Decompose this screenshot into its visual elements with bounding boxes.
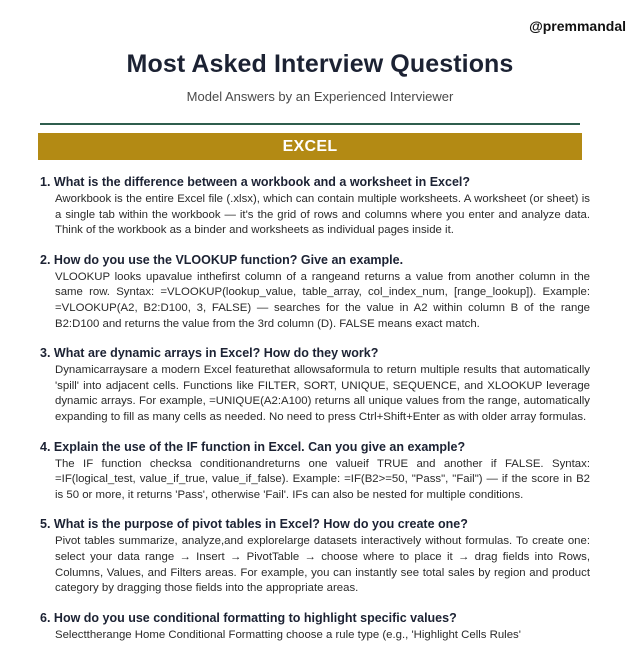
question-heading xyxy=(40,516,590,532)
question-text: What is the purpose of pivot tables in Excel? How do you create one? xyxy=(53,517,468,532)
answer-text: The IF function checksa conditionandreturns one valueif TRUE and another if FALSE. Syntax: =IF(logical_test, value_if_true, value_if_false). Example: =IF(B2>=50, "Pass", "Fail") — if the score in B2 is 50 or more, it returns 'Pass', otherwise 'Fail'. IFs can also be nested for multiple conditions. xyxy=(55,457,590,501)
question-number: 3. xyxy=(40,346,51,361)
question-heading xyxy=(40,610,590,626)
question-number: 1. xyxy=(40,175,51,189)
question-heading xyxy=(40,439,590,455)
question-item xyxy=(40,516,590,596)
question-text: How do you use conditional formatting to highlight specific values? xyxy=(53,610,457,625)
question-number: 6. xyxy=(40,610,51,625)
question-item xyxy=(40,610,590,644)
answer-text: VLOOKUP looks upavalue inthefirst column of a rangeand returns a value from another column in the same row. Syntax: =VLOOKUP(lookup_value, table_array, col_index_num, [range_lookup]). Example: =VLOOKUP(A2, B2:D100, 3, FALSE) — searches for the value in A2 within column B of the range B2:D100 and returns the value from the 3rd column (D). FALSE means exact match. xyxy=(55,270,590,330)
question-text: What are dynamic arrays in Excel? How do they work? xyxy=(53,346,379,361)
answer-text: Selecttherange Home Conditional Formatting choose a rule type (e.g., 'Highlight Cells Rules' xyxy=(55,628,521,641)
answer-text: Dynamicarraysare a modern Excel featurethat allowsaformula to return multiple results that automatically 'spill' into adjacent cells. Functions like FILTER, SORT, UNIQUE, SEQUENCE, and XLOOKUP leverage dynamic arrays. For example, =UNIQUE(A2:A100) returns all unique values from the range, automatically expanding to fill as many cells as needed. No need to press Ctrl+Shift+Enter as with older array formulas. xyxy=(55,364,590,423)
title-divider xyxy=(40,123,580,125)
question-number: 5. xyxy=(40,517,51,532)
question-text: Explain the use of the IF function in Excel. Can you give an example? xyxy=(53,439,466,454)
answer-text: Pivot tables summarize, analyze,and explorelarge datasets interactively without formulas. To create one: select your data range → Insert → PivotTable → choose where to place it → drag fields into Rows, Columns, Values, and Filters areas. For example, you can instantly see total sales by region and product category by dragging those fields into the appropriate areas. xyxy=(55,535,590,595)
section-banner xyxy=(38,133,582,160)
answer-text: Aworkbook is the entire Excel file (.xlsx), which can contain multiple worksheets. A worksheet (or sheet) is a single tab within the workbook — it's the grid of rows and columns where you enter and analyze data. Think of the workbook as a binder and worksheets as individual pages inside it. xyxy=(55,193,590,237)
question-heading xyxy=(40,252,590,268)
section-title: EXCEL xyxy=(282,137,338,155)
page-title: Most Asked Interview Questions xyxy=(126,50,514,78)
question-item xyxy=(40,439,590,504)
question-number: 2. xyxy=(40,252,51,267)
question-heading xyxy=(40,174,590,190)
author-handle: @premmandal xyxy=(529,18,626,34)
page-subtitle: Model Answers by an Experienced Interviewer xyxy=(186,89,454,104)
question-item xyxy=(40,174,590,239)
question-number: 4. xyxy=(40,439,51,454)
question-text: What is the difference between a workbook and a worksheet in Excel? xyxy=(53,175,470,189)
question-heading xyxy=(40,345,590,361)
question-item xyxy=(40,345,590,425)
question-item xyxy=(40,252,590,332)
question-list xyxy=(40,174,590,656)
question-text: How do you use the VLOOKUP function? Give an example. xyxy=(53,252,404,267)
